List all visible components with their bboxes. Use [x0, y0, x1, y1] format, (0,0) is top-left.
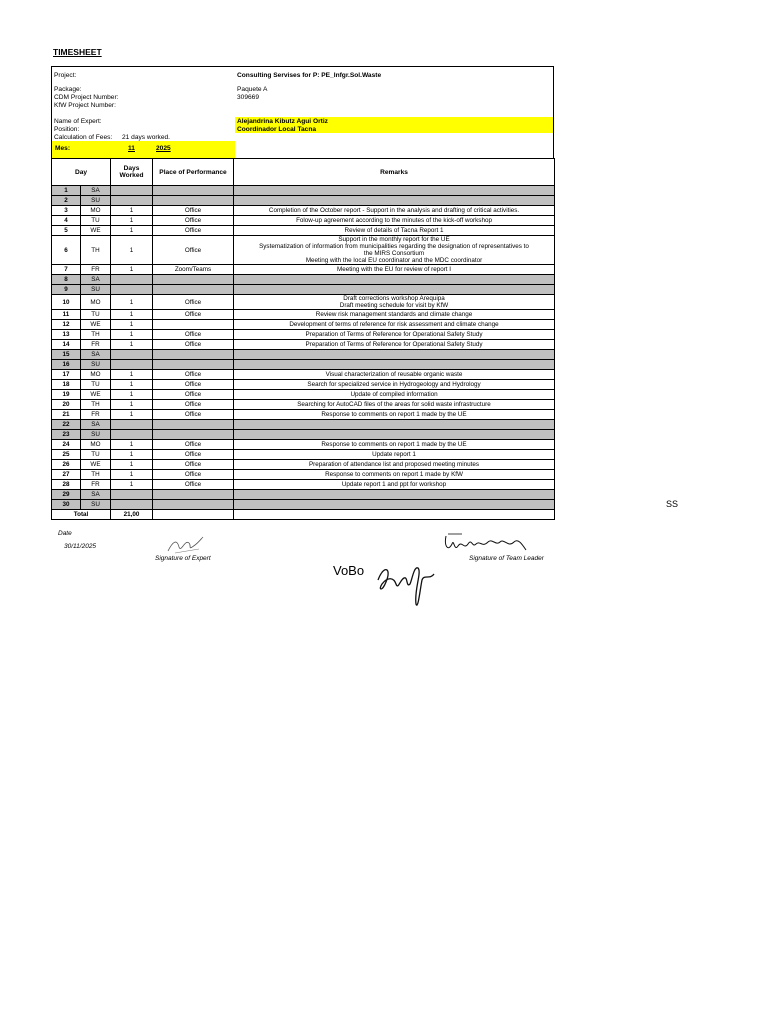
cell-weekday: MO — [81, 206, 111, 216]
cell-day-number: 24 — [52, 440, 81, 450]
cell-remarks — [234, 186, 555, 196]
table-row — [52, 480, 555, 490]
cell-day-number: 28 — [52, 480, 81, 490]
cell-day-number: 6 — [52, 236, 81, 265]
cell-days-worked: 1 — [111, 390, 153, 400]
cell-day-number: 15 — [52, 350, 81, 360]
remark-line: Meeting with the local EU coordinator and the MDC coordinator — [305, 257, 483, 264]
remark-line: Preparation of Terms of Reference for Operational Safety Study — [305, 341, 483, 348]
cell-weekday: WE — [81, 390, 111, 400]
table-row — [52, 236, 555, 265]
cell-place — [153, 320, 234, 330]
cell-days-worked: 1 — [111, 265, 153, 275]
cell-days-worked: 1 — [111, 310, 153, 320]
cell-weekday: SA — [81, 420, 111, 430]
expert-label: Name of Expert: — [54, 118, 102, 125]
cell-weekday: WE — [81, 226, 111, 236]
cell-place — [153, 360, 234, 370]
vobo-signature — [374, 560, 440, 612]
cell-place — [153, 285, 234, 295]
cell-remarks — [234, 226, 555, 236]
cell-days-worked: 1 — [111, 330, 153, 340]
table-row — [52, 206, 555, 216]
table-row — [52, 390, 555, 400]
cell-days-worked: 1 — [111, 380, 153, 390]
total-value: 21,00 — [111, 510, 153, 520]
remark-line: Meeting with the EU for review of report I — [336, 266, 452, 273]
package-label: Package: — [54, 86, 82, 93]
cell-place — [153, 275, 234, 285]
cell-day-number: 26 — [52, 460, 81, 470]
table-row — [52, 400, 555, 410]
cell-days-worked: 1 — [111, 440, 153, 450]
remark-line: Visual characterization of reusable organic waste — [325, 371, 463, 378]
cell-remarks — [234, 295, 555, 310]
cell-day-number: 3 — [52, 206, 81, 216]
cell-day-number: 22 — [52, 420, 81, 430]
table-row — [52, 265, 555, 275]
cell-remarks — [234, 275, 555, 285]
remark-line: Update report 1 and ppt for workshop — [341, 481, 447, 488]
cell-place — [153, 420, 234, 430]
remark-line: Preparation of attendance list and proposed meeting minutes — [308, 461, 480, 468]
cell-weekday: SA — [81, 350, 111, 360]
cell-day-number: 4 — [52, 216, 81, 226]
header-place: Place of Performance — [153, 159, 234, 186]
cell-days-worked: 1 — [111, 236, 153, 265]
cell-remarks — [234, 380, 555, 390]
cell-day-number: 7 — [52, 265, 81, 275]
remark-line: Update report 1 — [372, 451, 416, 458]
cell-place: Office — [153, 470, 234, 480]
cell-remarks — [234, 440, 555, 450]
remark-line: Development of terms of reference for risk assessment and climate change — [289, 321, 499, 328]
cell-weekday: FR — [81, 265, 111, 275]
cell-weekday: WE — [81, 460, 111, 470]
mes-value: 11 — [128, 145, 135, 152]
table-row — [52, 440, 555, 450]
cell-weekday: SU — [81, 360, 111, 370]
cell-days-worked — [111, 490, 153, 500]
ss-label: SS — [666, 499, 679, 509]
total-empty-place — [153, 510, 234, 520]
document-title: TIMESHEET — [53, 47, 102, 57]
kfw-label: KfW Project Number: — [54, 102, 116, 109]
cell-weekday: TU — [81, 310, 111, 320]
remark-line: the MIRS Consortium — [363, 250, 425, 257]
table-row — [52, 360, 555, 370]
cell-place — [153, 490, 234, 500]
table-body — [52, 186, 555, 510]
table-row — [52, 295, 555, 310]
cell-remarks — [234, 500, 555, 510]
cell-day-number: 19 — [52, 390, 81, 400]
table-row — [52, 340, 555, 350]
table-row — [52, 420, 555, 430]
cell-days-worked — [111, 275, 153, 285]
cell-place: Office — [153, 236, 234, 265]
remark-line: Draft meeting schedule for visit by KfW — [339, 302, 449, 309]
table-row — [52, 490, 555, 500]
cell-remarks — [234, 390, 555, 400]
cell-weekday: MO — [81, 295, 111, 310]
cell-weekday: FR — [81, 410, 111, 420]
timesheet-table — [51, 158, 555, 520]
cell-remarks — [234, 236, 555, 265]
cell-days-worked — [111, 360, 153, 370]
cell-place: Zoom/Teams — [153, 265, 234, 275]
cell-place — [153, 430, 234, 440]
cell-days-worked: 1 — [111, 400, 153, 410]
total-empty-remarks — [234, 510, 555, 520]
fees-label: Calculation of Fees: — [54, 134, 113, 141]
cell-place — [153, 350, 234, 360]
cell-weekday: WE — [81, 320, 111, 330]
cell-day-number: 14 — [52, 340, 81, 350]
table-row — [52, 410, 555, 420]
cell-days-worked — [111, 186, 153, 196]
cell-place: Office — [153, 390, 234, 400]
cell-day-number: 2 — [52, 196, 81, 206]
expert-signature — [165, 533, 205, 557]
cell-remarks — [234, 340, 555, 350]
cell-days-worked — [111, 196, 153, 206]
cell-remarks — [234, 400, 555, 410]
cell-day-number: 10 — [52, 295, 81, 310]
table-row — [52, 275, 555, 285]
project-label: Project: — [54, 72, 77, 79]
sig-leader-label: Signature of Team Leader — [469, 555, 544, 562]
cell-remarks — [234, 350, 555, 360]
cell-days-worked: 1 — [111, 460, 153, 470]
cell-place: Office — [153, 380, 234, 390]
cell-remarks — [234, 450, 555, 460]
mes-label: Mes: — [55, 145, 71, 152]
remark-line: Folow-up agreement according to the minutes of the kick-off workshop — [296, 217, 492, 224]
cell-place: Office — [153, 206, 234, 216]
remark-line: Draft corrections workshop Arequipa — [343, 295, 445, 302]
remark-line: Review of details of Tacna Report 1 — [344, 227, 444, 234]
cell-days-worked: 1 — [111, 206, 153, 216]
cell-weekday: TH — [81, 236, 111, 265]
date-value: 30/11/2025 — [64, 543, 97, 550]
cell-days-worked: 1 — [111, 480, 153, 490]
cell-place — [153, 186, 234, 196]
cell-weekday: SU — [81, 500, 111, 510]
cell-day-number: 12 — [52, 320, 81, 330]
table-row — [52, 470, 555, 480]
cdm-value: 309669 — [237, 94, 260, 101]
table-row — [52, 370, 555, 380]
cell-place: Office — [153, 330, 234, 340]
cell-place: Office — [153, 440, 234, 450]
table-row — [52, 226, 555, 236]
remark-line: Support in the monthly report for the UE — [338, 236, 450, 243]
cell-day-number: 17 — [52, 370, 81, 380]
cell-days-worked: 1 — [111, 410, 153, 420]
cell-day-number: 1 — [52, 186, 81, 196]
cell-day-number: 23 — [52, 430, 81, 440]
remark-line: Review risk management standards and climate change — [315, 311, 473, 318]
cell-day-number: 21 — [52, 410, 81, 420]
cell-weekday: TH — [81, 470, 111, 480]
cell-day-number: 18 — [52, 380, 81, 390]
cell-days-worked — [111, 500, 153, 510]
mes-highlight — [52, 141, 235, 159]
cell-weekday: SU — [81, 430, 111, 440]
remark-line: Systematization of information from municipalities regarding the designation of representatives to — [259, 243, 529, 250]
cell-remarks — [234, 310, 555, 320]
header-remarks: Remarks — [234, 159, 555, 186]
fees-value: 21 days worked. — [122, 134, 171, 141]
cell-day-number: 11 — [52, 310, 81, 320]
cell-weekday: FR — [81, 480, 111, 490]
table-row — [52, 285, 555, 295]
leader-signature — [442, 530, 532, 560]
cell-days-worked: 1 — [111, 340, 153, 350]
cell-remarks — [234, 320, 555, 330]
cell-place: Office — [153, 295, 234, 310]
cell-day-number: 30 — [52, 500, 81, 510]
cell-place: Office — [153, 400, 234, 410]
cell-days-worked: 1 — [111, 450, 153, 460]
cell-days-worked — [111, 430, 153, 440]
remark-line: Completion of the October report - Support in the analysis and drafting of critical activities. — [268, 207, 520, 214]
cell-weekday: TU — [81, 380, 111, 390]
position-label: Position: — [54, 126, 80, 133]
cell-day-number: 27 — [52, 470, 81, 480]
cell-day-number: 13 — [52, 330, 81, 340]
remark-line: Response to comments on report 1 made by the UE — [321, 411, 467, 418]
table-row — [52, 460, 555, 470]
cell-place: Office — [153, 340, 234, 350]
cell-weekday: SA — [81, 186, 111, 196]
date-label: Date — [58, 530, 72, 537]
table-row — [52, 450, 555, 460]
cell-place: Office — [153, 216, 234, 226]
table-row — [52, 330, 555, 340]
cell-place: Office — [153, 226, 234, 236]
expert-value: Alejandrina Kibutz Agui Ortiz — [237, 118, 328, 125]
table-row — [52, 350, 555, 360]
vobo-label: VoBo — [333, 563, 365, 578]
cell-weekday: TU — [81, 450, 111, 460]
cell-day-number: 20 — [52, 400, 81, 410]
cell-days-worked: 1 — [111, 470, 153, 480]
position-value: Coordinador Local Tacna — [237, 126, 317, 133]
cell-remarks — [234, 430, 555, 440]
cell-days-worked — [111, 420, 153, 430]
cell-place — [153, 500, 234, 510]
cell-day-number: 8 — [52, 275, 81, 285]
cell-remarks — [234, 460, 555, 470]
cell-remarks — [234, 480, 555, 490]
header-day: Day — [52, 159, 111, 186]
cell-remarks — [234, 490, 555, 500]
cell-remarks — [234, 265, 555, 275]
cell-place: Office — [153, 410, 234, 420]
total-label: Total — [52, 510, 111, 520]
sig-expert-label: Signature of Expert — [155, 555, 211, 562]
cell-days-worked — [111, 285, 153, 295]
table-row — [52, 196, 555, 206]
timesheet — [51, 66, 554, 530]
cell-remarks — [234, 360, 555, 370]
remark-line: Response to comments on report 1 made by KfW — [325, 471, 463, 478]
cell-remarks — [234, 285, 555, 295]
cell-day-number: 9 — [52, 285, 81, 295]
cell-days-worked — [111, 350, 153, 360]
cell-weekday: TH — [81, 330, 111, 340]
cell-remarks — [234, 370, 555, 380]
cell-weekday: SU — [81, 196, 111, 206]
remark-line: Search for specialized service in Hydrogeology and Hydrology — [307, 381, 481, 388]
cell-remarks — [234, 420, 555, 430]
remark-line: Preparation of Terms of Reference for Operational Safety Study — [305, 331, 483, 338]
cell-weekday: MO — [81, 370, 111, 380]
cell-place: Office — [153, 480, 234, 490]
cell-weekday: FR — [81, 340, 111, 350]
package-value: Paquete A — [237, 86, 268, 93]
table-row — [52, 500, 555, 510]
table-row — [52, 186, 555, 196]
cell-days-worked: 1 — [111, 216, 153, 226]
cell-day-number: 16 — [52, 360, 81, 370]
project-value: Consulting Servises for P: PE_Infgr.Sol.Waste — [237, 72, 382, 79]
table-row — [52, 320, 555, 330]
cell-day-number: 29 — [52, 490, 81, 500]
year-value: 2025 — [156, 145, 171, 152]
remark-line: Update of compiled information — [350, 391, 438, 398]
cell-weekday: MO — [81, 440, 111, 450]
cell-remarks — [234, 216, 555, 226]
cell-weekday: SA — [81, 275, 111, 285]
table-row — [52, 216, 555, 226]
cell-weekday: TU — [81, 216, 111, 226]
remark-line: Response to comments on report 1 made by the UE — [321, 441, 467, 448]
header-box — [51, 66, 554, 159]
cell-place: Office — [153, 310, 234, 320]
cell-days-worked: 1 — [111, 370, 153, 380]
cell-remarks — [234, 410, 555, 420]
cell-day-number: 25 — [52, 450, 81, 460]
cell-days-worked: 1 — [111, 320, 153, 330]
table-row — [52, 380, 555, 390]
cell-weekday: SU — [81, 285, 111, 295]
remark-line: Searching for AutoCAD files of the areas for solid waste infrastructure — [297, 401, 491, 408]
cell-place: Office — [153, 460, 234, 470]
cell-remarks — [234, 206, 555, 216]
table-row — [52, 430, 555, 440]
cell-remarks — [234, 470, 555, 480]
cell-place: Office — [153, 370, 234, 380]
cell-weekday: TH — [81, 400, 111, 410]
cell-day-number: 5 — [52, 226, 81, 236]
cdm-label: CDM Project Number: — [54, 94, 119, 101]
cell-days-worked: 1 — [111, 295, 153, 310]
cell-place: Office — [153, 450, 234, 460]
cell-place — [153, 196, 234, 206]
cell-remarks — [234, 330, 555, 340]
header-days-worked: Days Worked — [111, 159, 153, 186]
cell-weekday: SA — [81, 490, 111, 500]
cell-days-worked: 1 — [111, 226, 153, 236]
table-row — [52, 310, 555, 320]
cell-remarks — [234, 196, 555, 206]
